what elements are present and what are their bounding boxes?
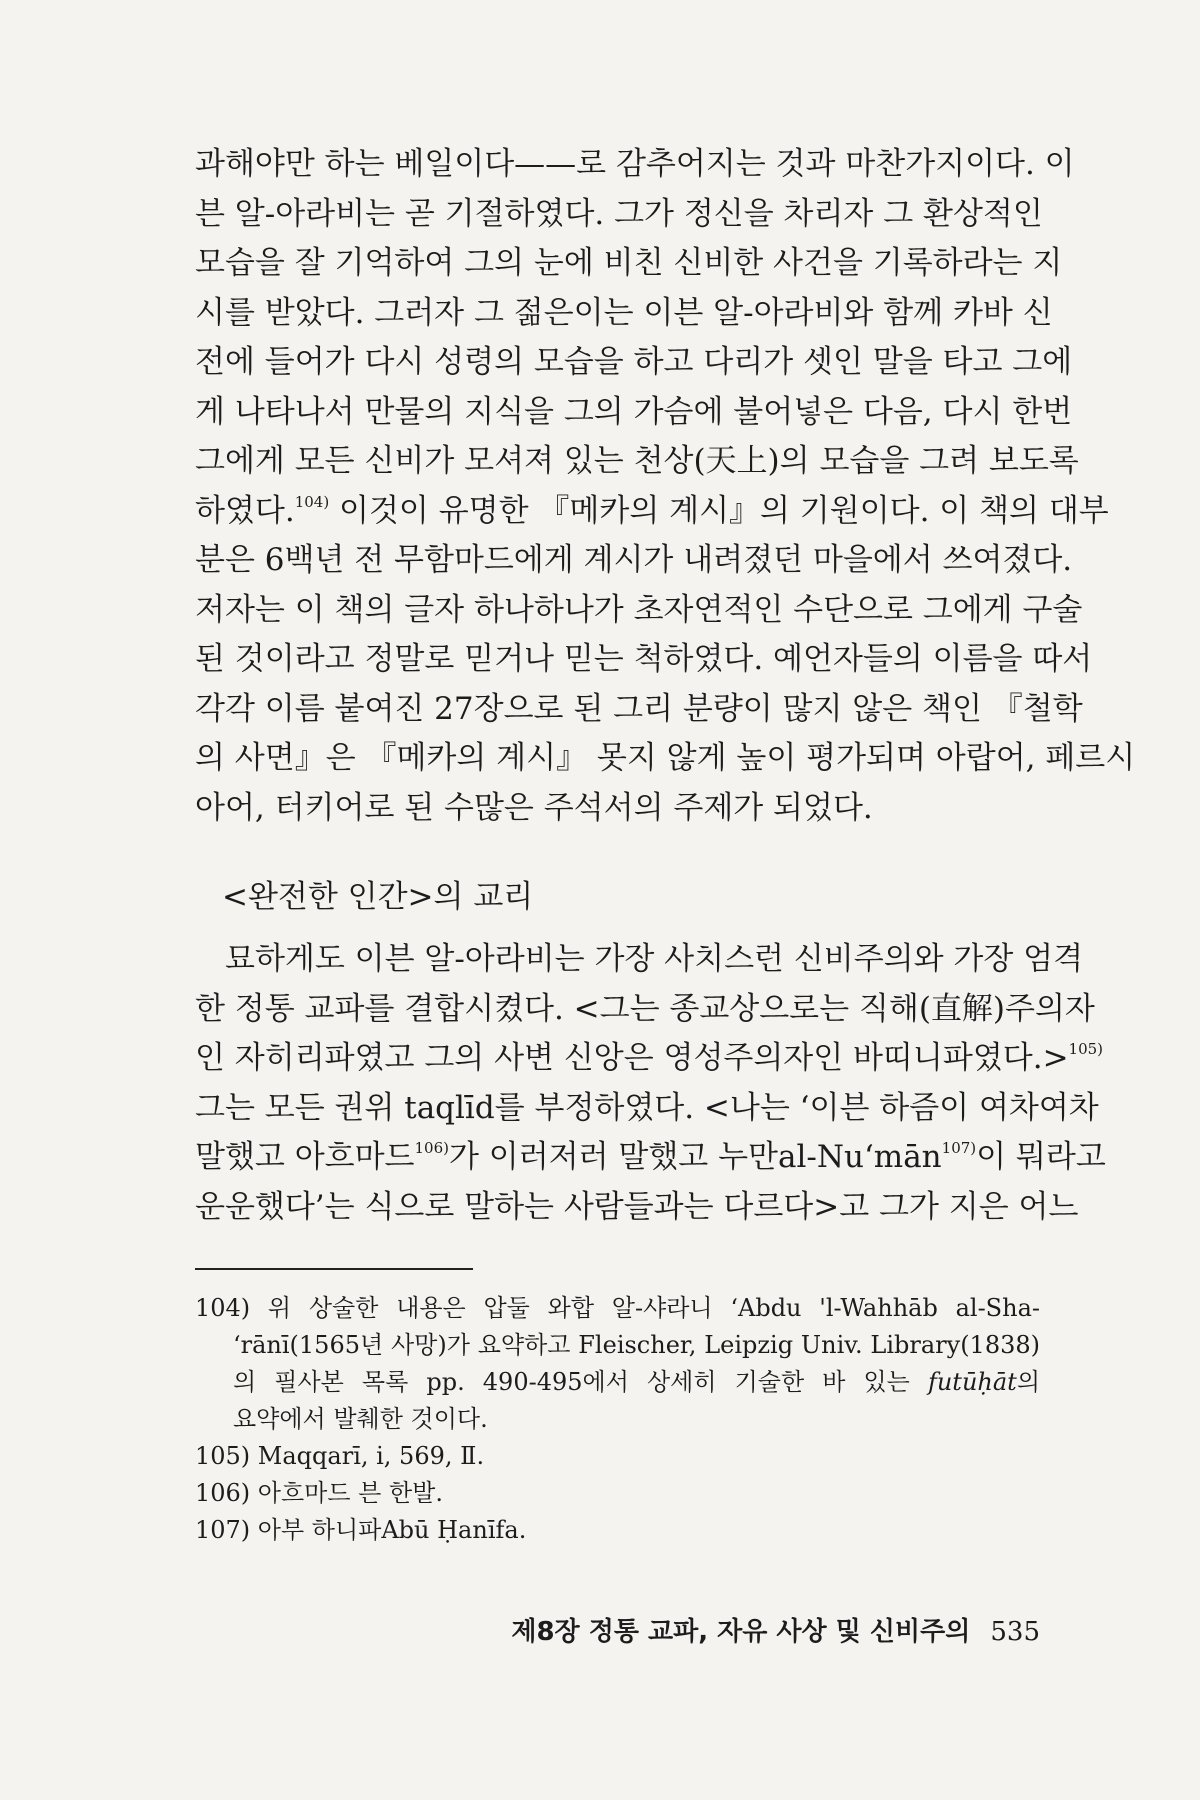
body-text-block xyxy=(195,140,1136,833)
text-span: 가 이러저러 말했고 누만al-Nu‘mān xyxy=(448,1139,942,1175)
page-number: 535 xyxy=(990,1617,1040,1647)
body-line: 된 것이라고 정말로 믿거나 믿는 척하였다. 예언자들의 이름을 따서 xyxy=(195,641,1093,677)
body-line: 전에 들어가 다시 성령의 모습을 하고 다리가 셋인 말을 타고 그에 xyxy=(195,344,1073,380)
body-line: 그에게 모든 신비가 모셔져 있는 천상(天上)의 모습을 그려 보도록 xyxy=(195,443,1079,479)
body-line: 한 정통 교파를 결합시켰다. <그는 종교상으로는 직해(直解)주의자 xyxy=(195,990,1095,1027)
body-line: 아어, 터키어로 된 수많은 주석서의 주제가 되었다. xyxy=(195,789,873,826)
footnote-104: 104) 위 상술한 내용은 압둘 와합 알-샤라니 ‘Abdu 'l-Wahhāb al-Sha- xyxy=(195,1294,1040,1322)
footnote-ref-104[interactable]: 104) xyxy=(294,492,330,511)
footnote-104-cont: ‘rānī(1565년 사망)가 요약하고 Fleischer, Leipzig Univ. Library(1838) xyxy=(233,1331,1040,1359)
footnote-divider xyxy=(195,1268,473,1270)
text-span: 인 자히리파였고 그의 사변 신앙은 영성주의자인 바띠니파였다.> xyxy=(195,1040,1069,1076)
text-span: 이 뭐라고 xyxy=(976,1139,1106,1175)
body-line: 운운했다’는 식으로 말하는 사람들과는 다르다>고 그가 지은 어느 xyxy=(195,1188,1079,1225)
text-span: 의 xyxy=(1016,1368,1040,1396)
body-line: 과해야만 하는 베일이다——로 감추어지는 것과 마찬가지이다. 이 xyxy=(195,146,1075,182)
text-span: 의 필사본 목록 pp. 490-495에서 상세히 기술한 바 있는 xyxy=(233,1368,928,1396)
text-span: 이것이 유명한 『메카의 계시』의 기원이다. 이 책의 대부 xyxy=(329,492,1109,529)
footnote-ref-107[interactable]: 107) xyxy=(941,1139,977,1157)
footnote-ref-106[interactable]: 106) xyxy=(414,1139,449,1157)
footnote-ref-105[interactable]: 105) xyxy=(1068,1040,1104,1058)
text-span: 하였다. xyxy=(195,492,295,529)
body-line xyxy=(195,1034,1104,1084)
body-line: 모습을 잘 기억하여 그의 눈에 비친 신비한 사건을 기록하라는 지 xyxy=(195,245,1063,281)
page-footer xyxy=(480,1615,1040,1649)
body-line: 그는 모든 권위 taqlīd를 부정하였다. <나는 ‘이븐 하즘이 여차여차 xyxy=(195,1089,1099,1126)
body-line: 묘하게도 이븐 알-아라비는 가장 사치스런 신비주의와 가장 엄격 xyxy=(225,941,1084,977)
footnote-107: 107) 아부 하니파Abū Ḥanīfa. xyxy=(195,1516,527,1544)
body-line: 분은 6백년 전 무함마드에게 계시가 내려졌던 마을에서 쓰여졌다. xyxy=(195,542,1073,578)
body-line xyxy=(195,487,1109,537)
section-heading: <완전한 인간>의 교리 xyxy=(222,879,534,915)
body-line: 저자는 이 책의 글자 하나하나가 초자연적인 수단으로 그에게 구술 xyxy=(195,591,1083,628)
chapter-title: 제8장 정통 교파, 자유 사상 및 신비주의 xyxy=(511,1617,971,1647)
body-line: 븐 알-아라비는 곧 기절하였다. 그가 정신을 차리자 그 환상적인 xyxy=(195,195,1043,232)
footnote-104-cont xyxy=(195,1364,1040,1401)
footnotes xyxy=(195,1290,1040,1549)
body-line: 의 사면』은 『메카의 계시』 못지 않게 높이 평가되며 아랍어, 페르시 xyxy=(195,740,1136,776)
body-line xyxy=(195,1133,1106,1183)
text-span: 말했고 아흐마드 xyxy=(195,1139,415,1175)
body-line: 각각 이름 붙여진 27장으로 된 그리 분량이 많지 않은 책인 『철학 xyxy=(195,690,1083,727)
section-text-block xyxy=(195,935,1106,1232)
body-line: 시를 받았다. 그러자 그 젊은이는 이븐 알-아라비와 함께 카바 신 xyxy=(195,294,1053,331)
footnote-106: 106) 아흐마드 븐 한발. xyxy=(195,1479,443,1507)
footnote-104-cont: 요약에서 발췌한 것이다. xyxy=(233,1405,488,1433)
footnote-105: 105) Maqqarī, i, 569, Ⅱ. xyxy=(195,1442,485,1470)
body-line: 게 나타나서 만물의 지식을 그의 가슴에 불어넣은 다음, 다시 한번 xyxy=(195,393,1073,430)
emphasis: futūḥāt xyxy=(927,1368,1017,1396)
